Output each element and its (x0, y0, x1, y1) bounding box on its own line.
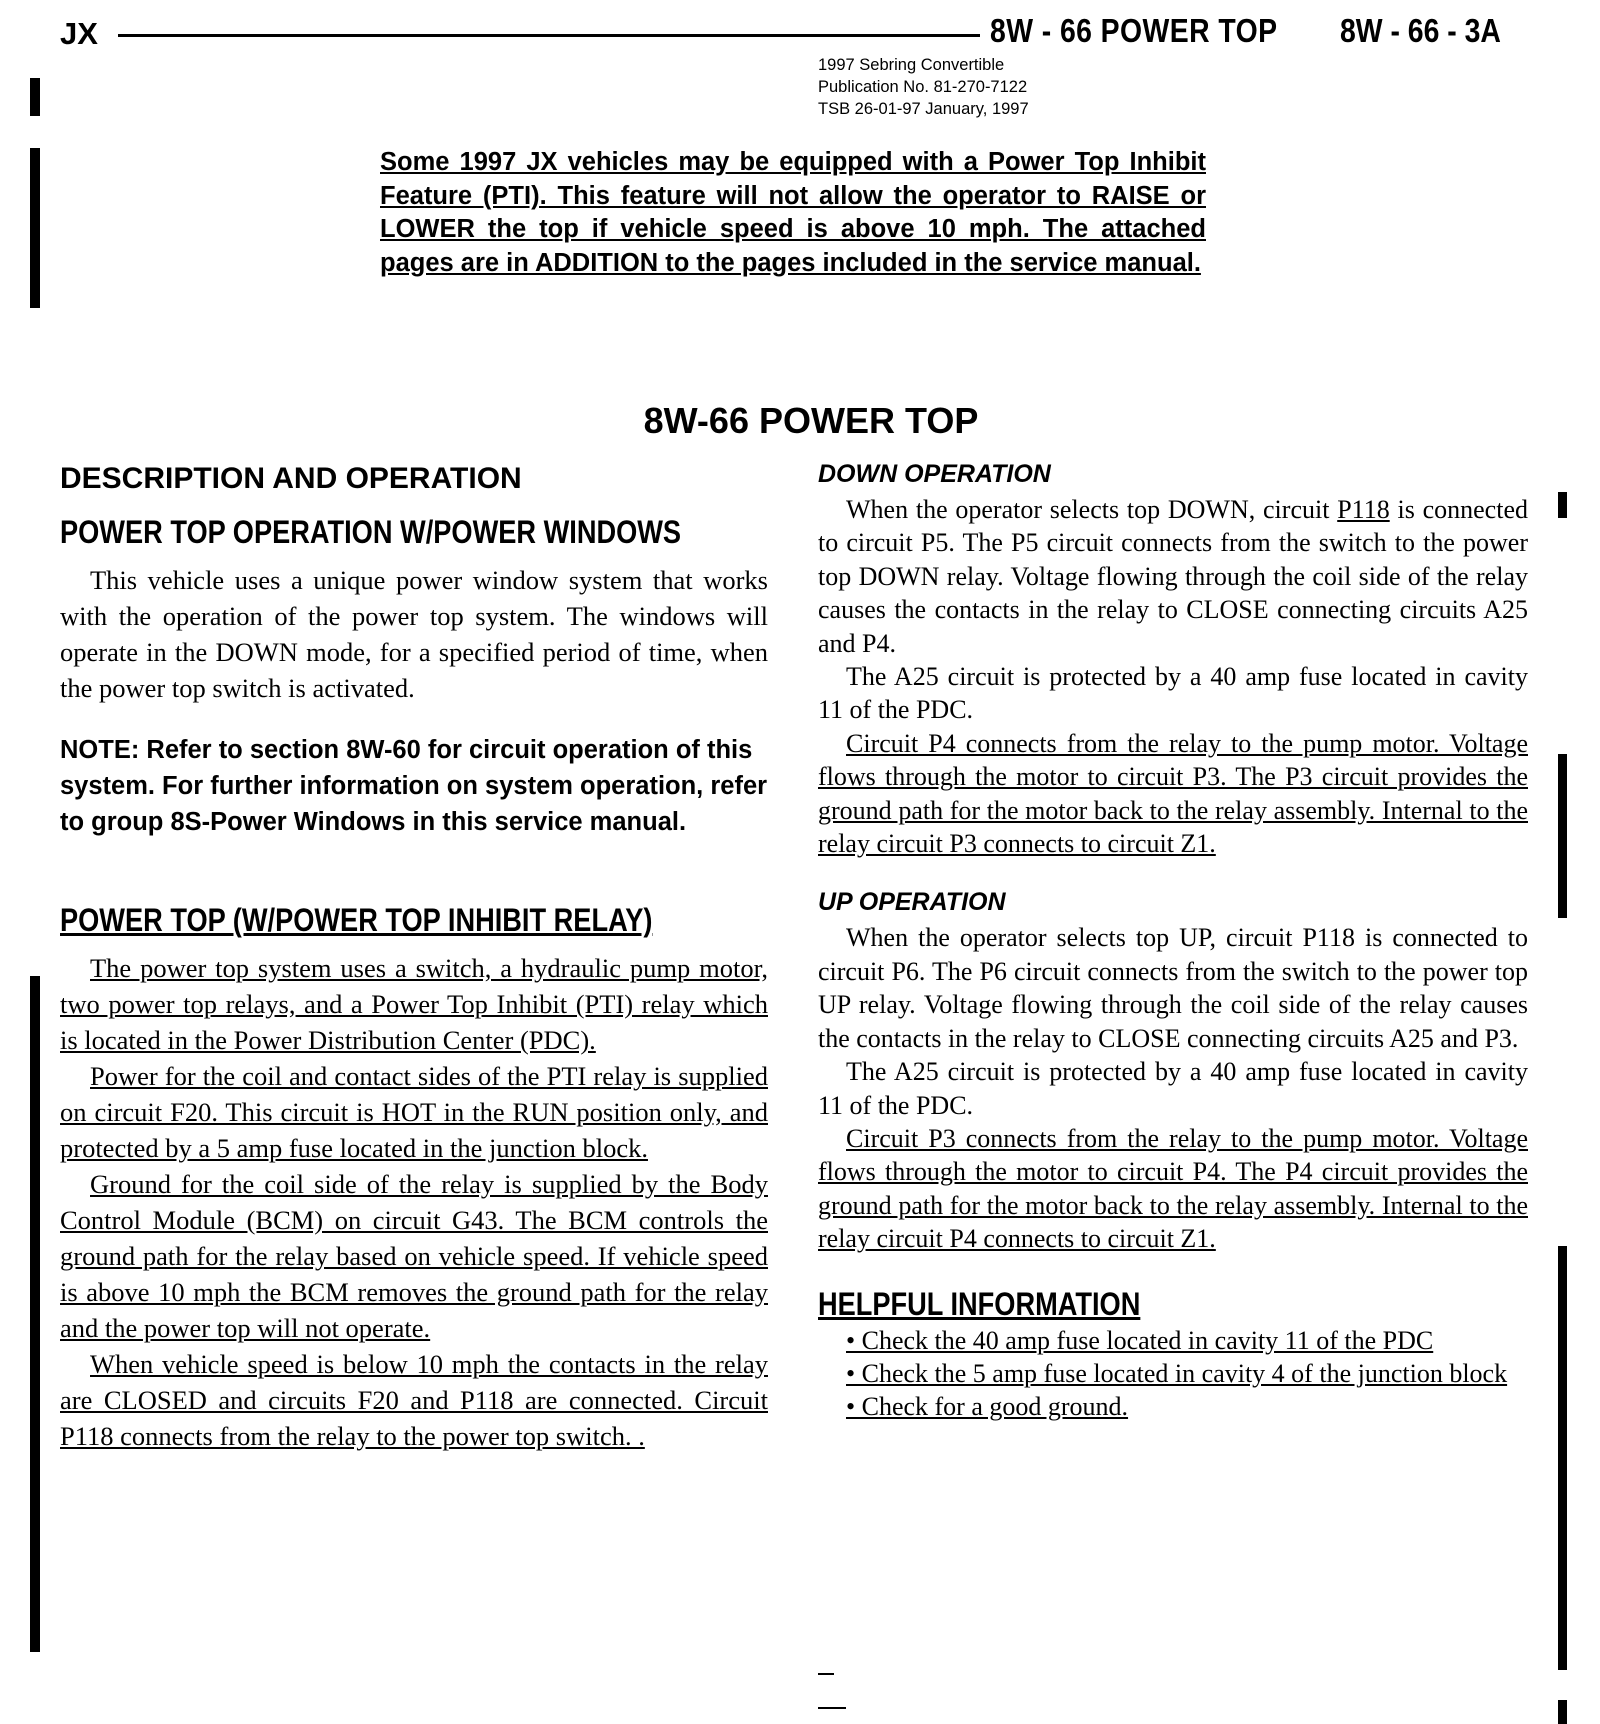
body-paragraph: Circuit P4 connects from the relay to the pump motor. Voltage flows through the motor to circuit P3. The P3 circuit provides the ground path for the motor back to the relay assembly. Internal to the relay circuit P3 connects to circuit Z1. (818, 728, 1528, 859)
page-title: 8W-66 POWER TOP (643, 400, 979, 441)
header-rule (118, 34, 980, 37)
dash-mark (818, 1673, 834, 1675)
up-operation-heading: UP OPERATION (818, 888, 1006, 917)
helpful-information-heading: HELPFUL INFORMATION (818, 1285, 1141, 1322)
change-bar (1558, 1700, 1567, 1724)
body-paragraph: This vehicle uses a unique power window system that works with the operation of the power top system. The windows will operate in the DOWN mode, for a specified period of time, when the power top switch is activated. (60, 565, 768, 703)
list-item: • Check the 40 amp fuse located in cavity 11 of the PDC (846, 1325, 1434, 1355)
publication-info (818, 54, 1029, 120)
pub-info-line: TSB 26-01-97 January, 1997 (818, 100, 1029, 118)
body-paragraph: The power top system uses a switch, a hydraulic pump motor, two power top relays, and a Power Top Inhibit (PTI) relay which is located in the Power Distribution Center (PDC). (60, 953, 768, 1055)
note-paragraph: NOTE: Refer to section 8W-60 for circuit operation of this system. For further information on system operation, refer to group 8S-Power Windows in this service manual. (60, 736, 768, 836)
change-bar (30, 976, 40, 1652)
down-operation-heading: DOWN OPERATION (818, 460, 1051, 488)
service-notice: Some 1997 JX vehicles may be equipped with a Power Top Inhibit Feature (PTI). This feature will not allow the operator to RAISE or LOWER the top if vehicle speed is above 10 mph. The attached pages are in ADDITION to the pages included in the service manual. (380, 148, 1206, 277)
circuit-reference: P118 (1337, 495, 1390, 524)
pub-info-line: 1997 Sebring Convertible (818, 56, 1005, 74)
pub-info-line: Publication No. 81-270-7122 (818, 78, 1028, 96)
list-item: • Check for a good ground. (846, 1392, 1129, 1422)
body-paragraph: When vehicle speed is below 10 mph the contacts in the relay are CLOSED and circuits F20 and P118 are connected. Circuit P118 connects from the relay to the power top switch. . (60, 1349, 768, 1451)
right-column (818, 460, 1528, 1424)
subsection-heading: POWER TOP OPERATION W/POWER WINDOWS (60, 514, 682, 550)
left-column (60, 462, 768, 1454)
body-paragraph: The A25 circuit is protected by a 40 amp fuse located in cavity 11 of the PDC. (818, 1057, 1528, 1120)
body-paragraph: Circuit P3 connects from the relay to the pump motor. Voltage flows through the motor to circuit P4. The P4 circuit provides the ground path for the motor back to the relay assembly. Internal to the relay circuit P4 connects to circuit Z1. (818, 1123, 1528, 1254)
change-bar (1558, 754, 1567, 918)
change-bar (1558, 492, 1567, 518)
body-paragraph: Power for the coil and contact sides of the PTI relay is supplied on circuit F20. This circuit is HOT in the RUN position only, and protected by a 5 amp fuse located in the junction block. (60, 1061, 768, 1163)
text-run: is connected to circuit P5. The P5 circuit connects from the switch to the power top DOWN relay. Voltage flowing through the coil side of the relay causes the contacts in the relay to CLOSE connecting circuits A25 and P4. (818, 495, 1528, 658)
body-paragraph: The A25 circuit is protected by a 40 amp fuse located in cavity 11 of the PDC. (818, 662, 1528, 725)
section-heading: DESCRIPTION AND OPERATION (60, 462, 522, 495)
header-page-number: 8W - 66 - 3A (1340, 12, 1501, 49)
header-left-code: JX (60, 16, 98, 51)
header-title: 8W - 66 POWER TOP (990, 12, 1278, 49)
dash-mark (818, 1707, 846, 1709)
subsection-heading-pti: POWER TOP (W/POWER TOP INHIBIT RELAY) (60, 902, 653, 938)
change-bar (30, 78, 40, 116)
change-bar (30, 148, 40, 308)
text-run: When the operator selects top DOWN, circuit (846, 495, 1338, 524)
body-paragraph: When the operator selects top UP, circuit P118 is connected to circuit P6. The P6 circuit connects from the switch to the power top UP relay. Voltage flowing through the coil side of the relay causes the contacts in the relay to CLOSE connecting circuits A25 and P3. (818, 923, 1528, 1053)
change-bar (1558, 1246, 1567, 1670)
body-paragraph (818, 493, 1528, 660)
body-paragraph: Ground for the coil side of the relay is supplied by the Body Control Module (BCM) on circuit G43. The BCM controls the ground path for the relay based on vehicle speed. If vehicle speed is above 10 mph the BCM removes the ground path for the relay and the power top will not operate. (60, 1169, 768, 1343)
list-item: • Check the 5 amp fuse located in cavity 4 of the junction block (846, 1358, 1508, 1388)
